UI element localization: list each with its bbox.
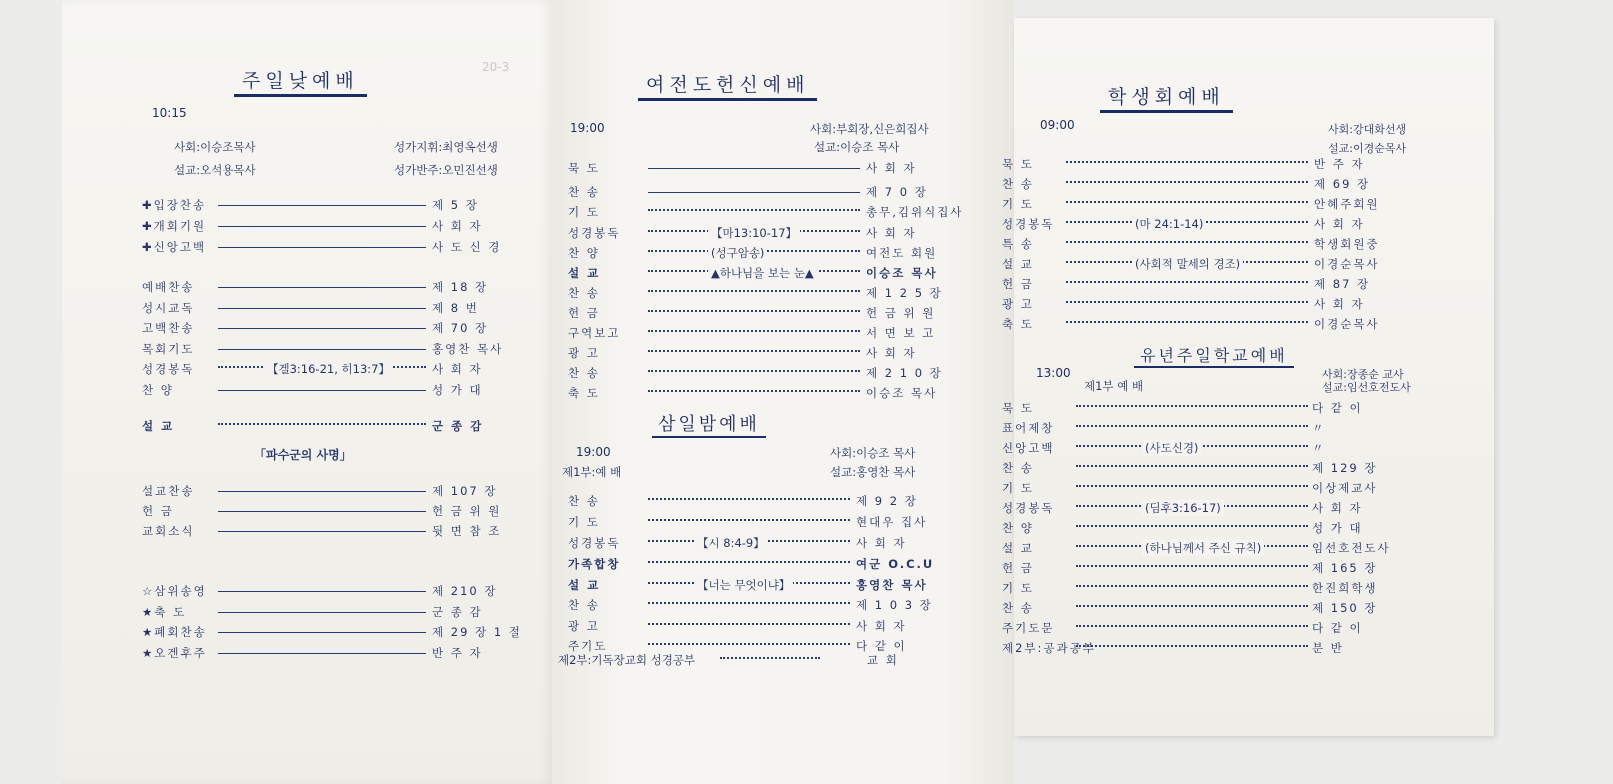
program-row — [568, 345, 998, 361]
leader-line — [1066, 241, 1308, 243]
program-row — [142, 197, 542, 213]
program-item-label: 구역보고 — [568, 326, 621, 340]
scripture-reference: 【겔3:16-21, 히13:7】 — [264, 361, 393, 377]
program-item-label: 찬 송 — [1002, 461, 1034, 475]
program-row — [1002, 256, 1482, 272]
program-item-value: 〃 — [1312, 441, 1326, 455]
leader-line — [648, 498, 850, 500]
program-item-label: 기 도 — [568, 205, 600, 219]
program-row — [1002, 480, 1482, 496]
program-item-label: 성경봉독 — [142, 362, 195, 376]
page-title: 여전도헌신예배 — [638, 70, 817, 101]
leader-line — [1066, 181, 1308, 183]
leader-line — [1076, 605, 1308, 607]
program-item-value: 사 회 자 — [432, 219, 483, 233]
program-item-value: 제 9 2 장 — [856, 494, 918, 508]
program-item-label: 표어제창 — [1002, 421, 1055, 435]
leader-accompanist: 성가반주:오민진선생 — [394, 163, 498, 177]
scripture-reference: (사회적 말세의 경조) — [1132, 256, 1243, 272]
program-row — [1002, 216, 1482, 232]
program-item-label: 목회기도 — [142, 342, 195, 356]
program-row — [568, 556, 998, 572]
program-item-value: 학생회원중 — [1314, 237, 1380, 251]
program-item-label: ✚신앙고백 — [142, 240, 207, 254]
program-item-value: 제 18 장 — [432, 280, 489, 294]
part2-label: 제2부:기독장교회 성경공부 — [558, 653, 696, 667]
program-item-value: 홍영찬 목사 — [856, 578, 928, 592]
program-item-value: 총무,김위식집사 — [866, 205, 964, 219]
scripture-reference: (하나님께서 주신 규칙) — [1142, 540, 1264, 556]
program-item-label: 기 도 — [1002, 197, 1034, 211]
scripture-reference: (사도신경) — [1142, 440, 1201, 456]
program-item-value: 분 반 — [1312, 641, 1344, 655]
program-item-label: ★축 도 — [142, 605, 187, 619]
program-item-label: 광 고 — [568, 619, 600, 633]
leader-line — [218, 531, 426, 532]
program-item-value: 사 도 신 경 — [432, 240, 502, 254]
program-row — [1002, 420, 1482, 436]
page-title: 학생회예배 — [1100, 82, 1233, 113]
program-item-value: 제 107 장 — [432, 484, 498, 498]
program-item-label: 설 교 — [568, 266, 601, 280]
section-time: 13:00 — [1036, 366, 1071, 380]
program-item-value: 여군 O.C.U — [856, 557, 935, 571]
leader-preacher: 설교:이승조 목사 — [814, 140, 900, 154]
program-item-label: 찬 송 — [568, 598, 600, 612]
program-item-value: 제 1 2 5 장 — [866, 286, 943, 300]
program-item-value: 헌 금 위 원 — [432, 504, 502, 518]
part2-leader-dots — [720, 657, 820, 659]
program-row — [1002, 520, 1482, 536]
service-time: 19:00 — [570, 121, 605, 135]
program-row — [568, 597, 998, 613]
leader-line — [648, 209, 860, 211]
leader-line — [648, 168, 860, 169]
program-item-value: 뒷 면 참 조 — [432, 524, 502, 538]
leader-preacher-2: 설교:임선호전도사 — [1322, 381, 1411, 394]
program-row — [1002, 460, 1482, 476]
program-item-value: 사 회 자 — [1312, 501, 1363, 515]
program-row — [142, 218, 542, 234]
scripture-reference: ▲하나님을 보는 눈▲ — [708, 265, 817, 281]
leader-presider-2: 사회:장종순 교사 — [1322, 368, 1404, 381]
program-item-value: 홍영찬 목사 — [432, 342, 504, 356]
leader-preacher: 설교:오석용목사 — [174, 163, 256, 177]
program-row — [568, 265, 998, 281]
program-item-label: 찬 송 — [568, 286, 600, 300]
program-item-value: 헌 금 위 원 — [866, 306, 936, 320]
program-item-value: 성 가 대 — [432, 383, 483, 397]
program-item-value: 제 70 장 — [432, 321, 489, 335]
program-item-value: 제 2 1 0 장 — [866, 366, 943, 380]
program-row — [1002, 316, 1482, 332]
program-item-label: 묵 도 — [1002, 157, 1034, 171]
program-item-label: 묵 도 — [568, 161, 600, 175]
section-title: 삼일밤예배 — [652, 410, 766, 438]
program-item-value: 제 150 장 — [1312, 601, 1378, 615]
program-item-value: 사 회 자 — [856, 536, 907, 550]
program-row — [568, 305, 998, 321]
leader-line — [1076, 585, 1308, 587]
program-item-label: 찬 송 — [568, 494, 600, 508]
program-item-value: 제 7 0 장 — [866, 185, 928, 199]
program-item-label: 주기도문 — [1002, 621, 1055, 635]
program-item-label: 설교찬송 — [142, 484, 195, 498]
program-item-label: 광 고 — [568, 346, 600, 360]
program-row — [142, 483, 542, 499]
program-row — [142, 645, 542, 661]
leader-line — [1066, 321, 1308, 323]
leader-line — [648, 390, 860, 392]
program-row — [1002, 276, 1482, 292]
program-item-label: 찬 송 — [568, 366, 600, 380]
program-row — [1002, 176, 1482, 192]
program-row — [142, 624, 542, 640]
program-item-value: 군 종 감 — [432, 419, 484, 433]
program-item-label: 찬 양 — [568, 246, 600, 260]
program-row — [1002, 400, 1482, 416]
page-title: 주일낮예배 — [234, 66, 367, 97]
leader-presider-2: 사회:이승조 목사 — [830, 446, 916, 460]
bulletin-page-middle — [552, 0, 1014, 784]
program-row — [568, 204, 998, 220]
program-row — [142, 583, 542, 599]
program-item-label: 찬 송 — [1002, 177, 1034, 191]
program-row — [1002, 620, 1482, 636]
scripture-reference: (성구암송) — [708, 245, 767, 261]
program-item-label: 축 도 — [1002, 317, 1034, 331]
leader-line — [218, 247, 426, 248]
program-item-label: 설 교 — [568, 578, 601, 592]
program-item-label: 찬 양 — [1002, 521, 1034, 535]
program-item-value: 사 회 자 — [866, 161, 917, 175]
leader-line — [648, 519, 850, 521]
program-row — [568, 325, 998, 341]
program-item-value: 제 8 번 — [432, 301, 479, 315]
program-row — [568, 493, 998, 509]
leader-preacher-2: 설교:홍영찬 목사 — [830, 465, 916, 479]
leader-choir-conductor: 성가지휘:최영옥선생 — [394, 140, 498, 154]
part1-label: 제1부:예 배 — [562, 465, 622, 479]
program-item-value: 제 69 장 — [1314, 177, 1371, 191]
leader-line — [218, 591, 426, 592]
program-row — [1002, 196, 1482, 212]
program-item-value: 사 회 자 — [1314, 297, 1365, 311]
program-item-label: 성경봉독 — [568, 226, 621, 240]
program-item-value: 서 면 보 고 — [866, 326, 936, 340]
leader-line — [218, 328, 426, 329]
leader-line — [1076, 405, 1308, 407]
program-item-label: ★폐회찬송 — [142, 625, 207, 639]
leader-line — [218, 205, 426, 206]
program-row — [142, 279, 542, 295]
program-item-value: 사 회 자 — [856, 619, 907, 633]
program-item-label: 신앙고백 — [1002, 441, 1055, 455]
leader-line — [648, 310, 860, 312]
program-row — [568, 225, 998, 241]
part1-label: 제1부 예 배 — [1084, 379, 1144, 393]
service-time: 09:00 — [1040, 118, 1075, 132]
leader-line — [218, 226, 426, 227]
leader-line — [648, 623, 850, 625]
program-item-label: 묵 도 — [1002, 401, 1034, 415]
program-item-value: 군 종 감 — [432, 605, 483, 619]
program-row — [1002, 156, 1482, 172]
leader-line — [1076, 565, 1308, 567]
program-item-label: 성경봉독 — [568, 536, 621, 550]
program-row — [142, 503, 542, 519]
leader-line — [1076, 645, 1308, 647]
program-item-value: 제 210 장 — [432, 584, 498, 598]
leader-presider: 사회:이승조목사 — [174, 140, 256, 154]
scripture-reference: (마 24:1-14) — [1132, 216, 1206, 232]
program-item-value: 이승조 목사 — [866, 386, 938, 400]
program-row — [568, 285, 998, 301]
program-item-label: 축 도 — [568, 386, 600, 400]
leader-line — [1076, 625, 1308, 627]
leader-line — [218, 632, 426, 633]
leader-line — [648, 350, 860, 352]
program-item-label: 특 송 — [1002, 237, 1034, 251]
leader-line — [648, 370, 860, 372]
program-item-value: 다 같 이 — [1312, 401, 1363, 415]
program-item-label: 찬 양 — [142, 383, 174, 397]
program-item-label: 성경봉독 — [1002, 501, 1055, 515]
program-row — [1002, 580, 1482, 596]
program-item-label: 설 교 — [1002, 541, 1034, 555]
leader-line — [218, 612, 426, 613]
leader-line — [1066, 281, 1308, 283]
scripture-reference: 【시 8:4-9】 — [694, 535, 768, 551]
program-row — [1002, 440, 1482, 456]
program-row — [1002, 236, 1482, 252]
program-row — [142, 239, 542, 255]
bulletin-page-right — [1002, 18, 1494, 736]
program-item-label: 성경봉독 — [1002, 217, 1055, 231]
program-row — [142, 320, 542, 336]
leader-line — [648, 561, 850, 563]
program-item-value: 제 5 장 — [432, 198, 479, 212]
leader-presider: 사회:부회장,신은희집사 — [810, 122, 929, 136]
program-row — [1002, 600, 1482, 616]
program-item-label: 헌 금 — [142, 504, 174, 518]
program-item-label: 헌 금 — [568, 306, 600, 320]
program-row — [568, 385, 998, 401]
program-row — [568, 245, 998, 261]
scripture-reference: 【너는 무엇이냐】 — [694, 577, 793, 593]
program-item-value: 제 29 장 1 절 — [432, 625, 522, 639]
program-row — [568, 535, 998, 551]
program-row — [142, 523, 542, 539]
program-item-value: 〃 — [1312, 421, 1326, 435]
leader-line — [218, 287, 426, 288]
leader-line — [648, 192, 860, 193]
program-item-label: 가족합창 — [568, 557, 621, 571]
program-item-value: 성 가 대 — [1312, 521, 1363, 535]
leader-preacher: 설교:이경순목사 — [1328, 142, 1407, 155]
program-item-value: 여전도 회원 — [866, 246, 938, 260]
program-row — [1002, 540, 1482, 556]
leader-line — [218, 308, 426, 309]
program-item-label: 교회소식 — [142, 524, 195, 538]
part2-value: 교 회 — [867, 653, 899, 667]
program-row — [568, 577, 998, 593]
program-item-value: 다 같 이 — [856, 639, 907, 653]
program-item-label: 제2부:공과공부 — [1002, 641, 1096, 655]
program-row — [1002, 500, 1482, 516]
leader-line — [648, 330, 860, 332]
section-time: 19:00 — [576, 445, 611, 459]
service-time: 10:15 — [152, 106, 187, 120]
leader-line — [218, 511, 426, 512]
leader-line — [648, 290, 860, 292]
program-item-value: 임선호전도사 — [1312, 541, 1391, 555]
program-row — [1002, 560, 1482, 576]
program-item-label: 예배찬송 — [142, 280, 195, 294]
program-row — [1002, 296, 1482, 312]
program-item-value: 사 회 자 — [866, 226, 917, 240]
leader-line — [1076, 465, 1308, 467]
program-item-label: 기 도 — [1002, 581, 1034, 595]
program-item-label: 광 고 — [1002, 297, 1034, 311]
scripture-reference: 【마13:10-17】 — [708, 225, 800, 241]
program-item-value: 반 주 자 — [432, 646, 483, 660]
program-item-label: 설 교 — [142, 419, 175, 433]
program-item-value: 사 회 자 — [1314, 217, 1365, 231]
leader-line — [218, 349, 426, 350]
program-row — [142, 604, 542, 620]
program-row — [568, 160, 998, 176]
leader-line — [218, 653, 426, 654]
program-row — [568, 514, 998, 530]
program-item-label: ✚개회기원 — [142, 219, 207, 233]
program-item-value: 사 회 자 — [866, 346, 917, 360]
program-row — [568, 365, 998, 381]
leader-line — [1076, 425, 1308, 427]
leader-line — [1076, 485, 1308, 487]
program-row — [142, 418, 542, 434]
leader-line — [1066, 301, 1308, 303]
program-row — [568, 184, 998, 200]
program-item-value: 사 회 자 — [432, 362, 483, 376]
program-item-value: 다 같 이 — [1312, 621, 1363, 635]
leader-line — [218, 390, 426, 391]
program-row — [1002, 640, 1482, 656]
program-item-value: 제 1 0 3 장 — [856, 598, 933, 612]
program-item-value: 이승조 목사 — [866, 266, 938, 280]
program-item-label: 기 도 — [1002, 481, 1034, 495]
program-item-value: 한진희학생 — [1312, 581, 1378, 595]
program-item-value: 이상제교사 — [1312, 481, 1378, 495]
scripture-reference: (딤후3:16-17) — [1142, 500, 1224, 516]
program-item-label: 헌 금 — [1002, 277, 1034, 291]
program-item-value: 반 주 자 — [1314, 157, 1365, 171]
program-item-value: 이경순목사 — [1314, 257, 1380, 271]
leader-line — [648, 643, 850, 645]
faint-page-number: 20-3 — [482, 60, 510, 74]
leader-line — [648, 602, 850, 604]
leader-presider: 사회:강대화선생 — [1328, 123, 1407, 136]
program-item-label: 주기도 — [568, 639, 608, 653]
program-item-label: ★오겐후주 — [142, 646, 207, 660]
leader-line — [1066, 201, 1308, 203]
program-row — [142, 341, 542, 357]
program-item-label: 헌 금 — [1002, 561, 1034, 575]
leader-line — [218, 423, 426, 425]
sermon-title: 「파수군의 사명」 — [254, 448, 352, 462]
program-item-value: 안혜주회원 — [1314, 197, 1380, 211]
program-item-value: 현대우 집사 — [856, 515, 928, 529]
program-item-label: ☆삼위송영 — [142, 584, 207, 598]
program-row — [568, 618, 998, 634]
program-item-value: 이경순목사 — [1314, 317, 1380, 331]
program-item-label: 고백찬송 — [142, 321, 195, 335]
section-title: 유년주일학교예배 — [1134, 343, 1294, 368]
program-row — [142, 361, 542, 377]
program-item-value: 제 129 장 — [1312, 461, 1378, 475]
program-item-value: 제 165 장 — [1312, 561, 1378, 575]
program-item-label: ✚입장찬송 — [142, 198, 207, 212]
program-item-label: 찬 송 — [1002, 601, 1034, 615]
program-item-label: 성시교독 — [142, 301, 195, 315]
leader-line — [1066, 161, 1308, 163]
leader-line — [218, 491, 426, 492]
program-item-label: 찬 송 — [568, 185, 600, 199]
program-item-label: 기 도 — [568, 515, 600, 529]
program-row — [142, 382, 542, 398]
leader-line — [1076, 525, 1308, 527]
program-item-label: 설 교 — [1002, 257, 1034, 271]
program-item-value: 제 87 장 — [1314, 277, 1371, 291]
program-row — [142, 300, 542, 316]
bulletin-page-left — [62, 0, 554, 784]
